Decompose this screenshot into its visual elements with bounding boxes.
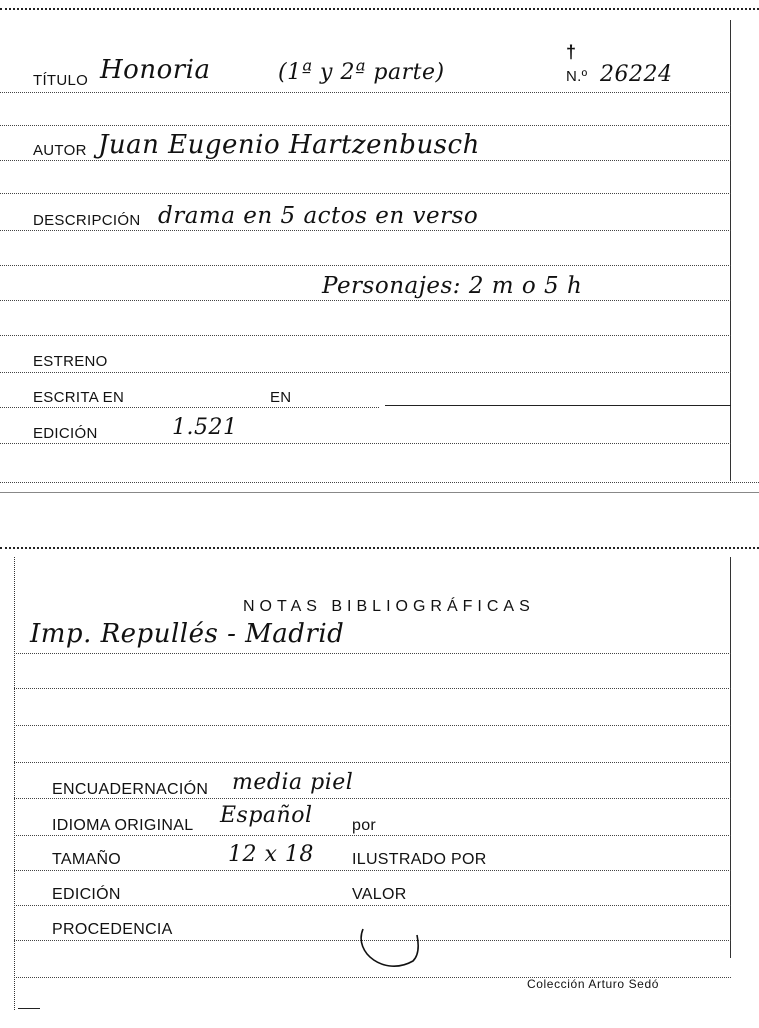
- tamano-value: 12 x 18: [228, 842, 314, 867]
- line-imprenta: [14, 653, 731, 654]
- numero-label: N.º: [566, 68, 588, 85]
- imprenta-value: Imp. Repullés - Madrid: [30, 619, 345, 649]
- titulo-value: Honoria: [100, 55, 211, 85]
- titulo-note: (1ª y 2ª parte): [278, 60, 445, 85]
- procedencia-label: PROCEDENCIA: [52, 921, 173, 938]
- card-corner-mark: [18, 1008, 40, 1009]
- tamano-label: TAMAÑO: [52, 851, 122, 868]
- notas-heading: NOTAS BIBLIOGRÁFICAS: [243, 598, 535, 615]
- ilustrado-label: ILUSTRADO POR: [352, 851, 487, 868]
- escrita-en-label: EN: [270, 389, 292, 406]
- encuadernacion-value: media piel: [232, 770, 354, 795]
- edicion-value: 1.521: [172, 415, 238, 440]
- card-top-edge: [0, 547, 759, 557]
- line-estreno: [0, 372, 731, 373]
- valor-label: VALOR: [352, 886, 407, 903]
- dagger-mark: †: [566, 42, 577, 62]
- line-blank: [0, 125, 731, 126]
- card-right-border: [730, 20, 731, 481]
- catalog-card-back: [0, 545, 759, 1028]
- line-blank: [0, 193, 731, 194]
- line-personajes: [0, 300, 731, 301]
- edicion2-label: EDICIÓN: [52, 886, 121, 903]
- line-idioma: [14, 835, 731, 836]
- card-top-edge: [0, 8, 759, 18]
- idioma-label: IDIOMA ORIGINAL: [52, 817, 194, 834]
- edicion-label: EDICIÓN: [33, 425, 98, 442]
- ink-stroke-mark: [355, 925, 425, 975]
- estreno-label: ESTRENO: [33, 353, 108, 370]
- line-edicion: [0, 443, 731, 444]
- card-cut-edge: [0, 492, 759, 493]
- escrita-label: ESCRITA EN: [33, 389, 125, 406]
- line-blank: [0, 335, 731, 336]
- numero-value: 26224: [600, 62, 673, 87]
- encuadernacion-label: ENCUADERNACIÓN: [52, 781, 209, 798]
- coleccion-label: Colección Arturo Sedó: [527, 977, 660, 991]
- line-blank: [0, 265, 731, 266]
- line-edicion2: [14, 905, 731, 906]
- personajes-value: Personajes: 2 m o 5 h: [322, 273, 583, 299]
- titulo-label: TÍTULO: [33, 72, 89, 89]
- idioma-por-label: por: [352, 817, 377, 834]
- line-autor: [0, 160, 731, 161]
- line-tamano: [14, 870, 731, 871]
- autor-label: AUTOR: [33, 142, 87, 159]
- card-right-border: [730, 557, 731, 958]
- descripcion-value: drama en 5 actos en verso: [158, 203, 479, 229]
- line-escrita-right: [385, 405, 731, 406]
- card-left-border: [14, 557, 15, 1010]
- line-titulo: [0, 92, 731, 93]
- catalog-card-front: [0, 0, 759, 495]
- line-blank: [14, 688, 731, 689]
- idioma-value: Español: [220, 803, 313, 828]
- line-escrita: [0, 407, 379, 408]
- line-encuadernacion: [14, 798, 731, 799]
- line-bottom: [0, 482, 759, 483]
- autor-value: Juan Eugenio Hartzenbusch: [98, 130, 480, 160]
- line-blank: [14, 762, 731, 763]
- descripcion-label: DESCRIPCIÓN: [33, 212, 141, 229]
- line-descripcion: [0, 230, 731, 231]
- line-blank: [14, 725, 731, 726]
